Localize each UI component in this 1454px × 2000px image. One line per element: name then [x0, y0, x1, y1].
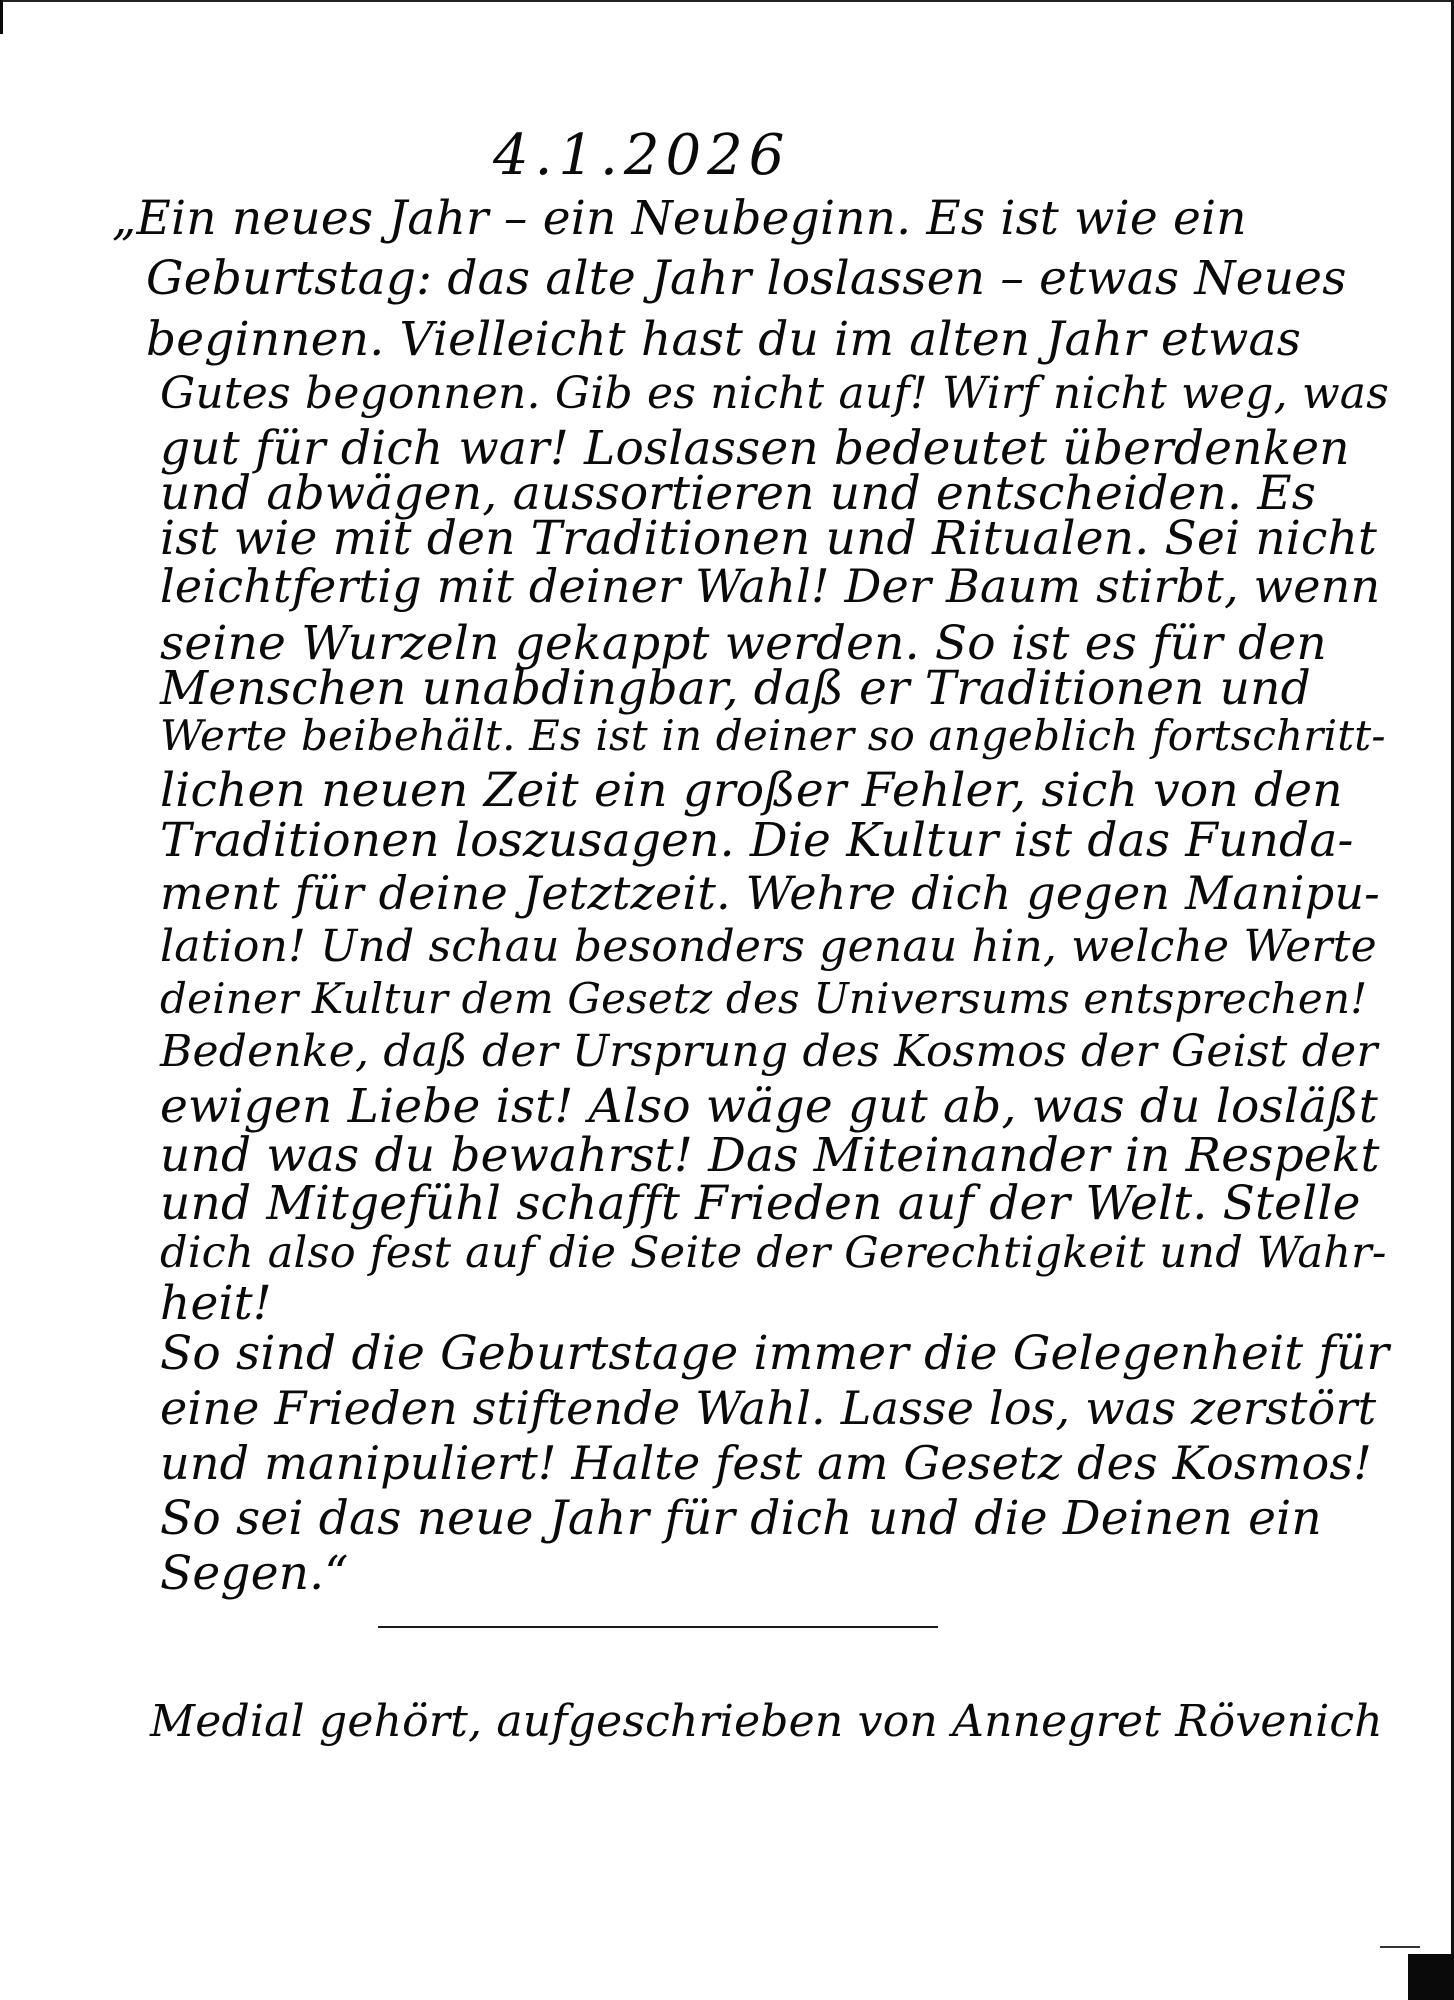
- letter-line: ewigen Liebe ist! Also wäge gut ab, was du losläßt: [160, 1079, 1378, 1134]
- letter-line: heit!: [160, 1276, 272, 1331]
- letter-line: Traditionen loszusagen. Die Kultur ist das Funda-: [160, 813, 1354, 868]
- letter-line: Geburtstag: das alte Jahr loslassen – etwas Neues: [146, 251, 1347, 306]
- letter-line: Gutes begonnen. Gib es nicht auf! Wirf nicht weg, was: [160, 368, 1390, 419]
- letter-line: und abwägen, aussortieren und entscheiden. Es: [160, 466, 1317, 521]
- letter-line: lichen neuen Zeit ein großer Fehler, sich von den: [160, 763, 1343, 818]
- letter-line: gut für dich war! Loslassen bedeutet überdenken: [160, 421, 1350, 476]
- letter-line: beginnen. Vielleicht hast du im alten Jahr etwas: [146, 312, 1302, 367]
- letter-line: So sei das neue Jahr für dich und die Deinen ein: [160, 1491, 1322, 1546]
- scan-border-top: [0, 0, 1454, 2]
- letter-line: dich also fest auf die Seite der Gerechtigkeit und Wahr-: [160, 1228, 1387, 1278]
- letter-line: und Mitgefühl schafft Frieden auf der Welt. Stelle: [160, 1176, 1361, 1231]
- letter-date: 4.1.2026: [493, 123, 791, 188]
- letter-line: So sind die Geburtstage immer die Gelegenheit für: [160, 1326, 1390, 1381]
- letter-line: eine Frieden stiftende Wahl. Lasse los, was zerstört: [160, 1381, 1377, 1435]
- letter-line: leichtfertig mit deiner Wahl! Der Baum stirbt, wenn: [160, 559, 1381, 613]
- letter-line: Segen.“: [160, 1546, 349, 1601]
- scan-speck: [1380, 1946, 1420, 1948]
- letter-line: und manipuliert! Halte fest am Gesetz des Kosmos!: [160, 1436, 1372, 1490]
- letter-line: Bedenke, daß der Ursprung des Kosmos der Geist der: [160, 1026, 1378, 1077]
- letter-line: ment für deine Jetztzeit. Wehre dich gegen Manipu-: [160, 866, 1380, 920]
- letter-line: lation! Und schau besonders genau hin, welche Werte: [160, 921, 1377, 972]
- letter-line: Werte beibehält. Es ist in deiner so angeblich fortschritt-: [160, 711, 1386, 760]
- letter-line: ist wie mit den Traditionen und Ritualen. Sei nicht: [160, 511, 1378, 566]
- scan-border-corner: [0, 0, 3, 34]
- signature-line: Medial gehört, aufgeschrieben von Annegret Rövenich: [150, 1696, 1383, 1747]
- letter-line: deiner Kultur dem Gesetz des Universums entsprechen!: [160, 974, 1368, 1023]
- letter-line: „Ein neues Jahr – ein Neubeginn. Es ist wie ein: [112, 191, 1247, 246]
- scan-corner-mark: [1408, 1954, 1454, 2000]
- letter-line: Menschen unabdingbar, daß er Traditionen und: [160, 661, 1311, 716]
- letter-line: seine Wurzeln gekappt werden. So ist es für den: [160, 616, 1327, 671]
- separator-line: [378, 1626, 938, 1628]
- letter-line: und was du bewahrst! Das Miteinander in Respekt: [160, 1128, 1380, 1183]
